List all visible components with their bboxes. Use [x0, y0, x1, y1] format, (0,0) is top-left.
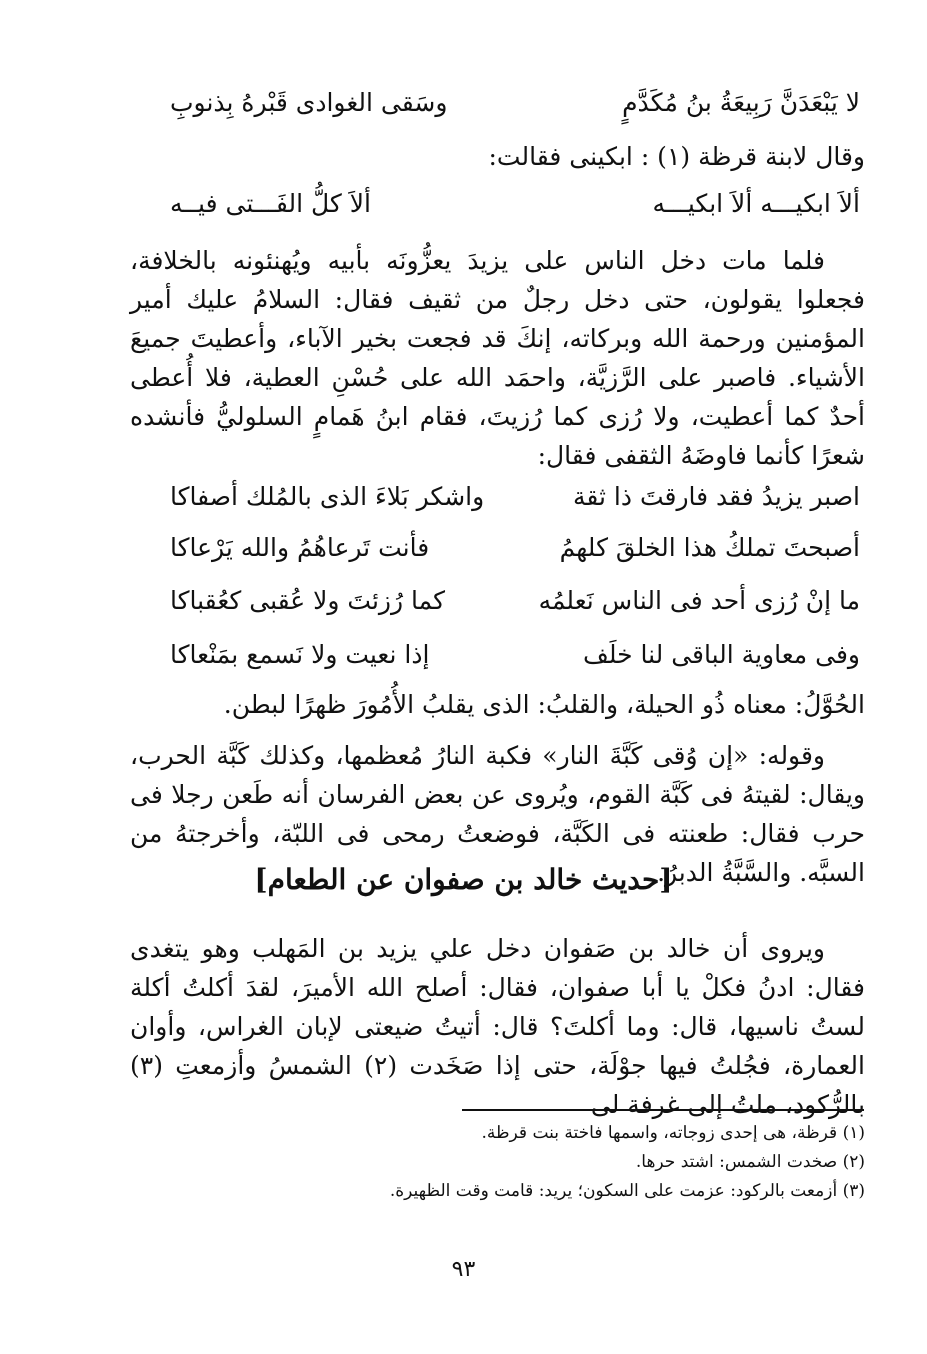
section-heading: [حديث خالد بن صفوان عن الطعام] — [254, 863, 673, 896]
verse-right-hemistich: اصبر يزيدُ فقد فارقتَ ذا ثقة — [572, 481, 860, 511]
footnote-item: (١) قرظة، هى إحدى زوجاته، واسمها فاختة بنت قرظة. — [481, 1123, 865, 1143]
verse-left-hemistich: ألاَ كلُّ الفَـــتى فيــه — [170, 188, 371, 218]
footnotes — [130, 1119, 865, 1206]
verse-right-hemistich: أصبحتَ تملكُ هذا الخلقَ كلهمُ — [559, 532, 860, 562]
gloss-line: الحُوَّلُ: معناه ذُو الحيلة، والقلبُ: الذى يقلبُ الأُمُورَ ظهرًا لبطن. — [223, 690, 865, 719]
verse-right-hemistich: ألاَ ابكيـــه ألاَ ابكيـــه — [652, 188, 860, 218]
footnote-item: (٢) صخدت الشمس: اشتد حرها. — [635, 1152, 865, 1172]
verse-right-hemistich: لا يَبْعَدَنَّ رَبِيعَةُ بنُ مُكَدَّمٍ — [622, 87, 860, 117]
speech-intro-line: وقال لابنة قرظة (١) : ابكينى فقالت: — [488, 142, 865, 171]
verse-right-hemistich: ما إنْ رُزى أحد فى الناس نَعلمُه — [538, 585, 860, 615]
paragraph-text: فلما مات دخل الناس على يزيدَ يعزُّونَه بأبيه ويُهنئونه بالخلافة، فجعلوا يقولون، حتى دخل رجلٌ من ثقيف فقال: السلامُ عليك أمير المؤمنين ورحمة الله وبركاته، إنكَ قد فجعت بخير الآباء، وأعطيتَ جميعَ الأشياء. فاصبر على الرَّزيَّة، واحمَد الله على حُسْنِ العطية، فلا أُعطى أحدٌ كما أعطيت، ولا رُزى كما رُزيتَ، فقام ابنُ هَمامٍ السلوليُّ فأنشده شعرًا كأنما فاوضَهُ الثقفى فقال: — [130, 246, 865, 470]
paragraph-khalid — [130, 929, 865, 1124]
poem-verse — [170, 476, 860, 516]
paragraph-text: وقوله: «إن وُقى كَبَّةَ النار» فكبة النارُ مُعظمها، وكذلك كَبَّة الحرب، ويقال: لقيتهُ فى كَبَّة القوم، ويُروى عن بعض الفرسان أنه طَعن رجلا فى حرب فقال: طعنته فى الكَبَّة، فوضعتُ رمحى فى اللبّة، وأخرجتهُ من السبَّه. والسَّبَّةُ الدبرُ. — [130, 741, 865, 887]
footnote-divider — [462, 1109, 864, 1111]
verse-left-hemistich: واشكر بَلاءَ الذى بالمُلك أصفاكا — [170, 481, 485, 511]
verse-line — [170, 82, 860, 122]
poem-verse — [170, 527, 860, 567]
page-number: ٩٣ — [451, 1257, 476, 1282]
paragraph-text: ويروى أن خالد بن صَفوان دخل علي يزيد بن المَهلب وهو يتغدى فقال: ادنُ فكلْ يا أبا صفوان، فقال: أصلح الله الأميرَ، لقدَ أكلتُ أكلة لستُ ناسيها، قال: وما أكلتَ؟ قال: أتيتُ ضيعتى لإبان الغراس، وأوان العمارة، فجُلتُ فيها جوْلَة، حتى إذا صَخَدت (٢) الشمسُ وأزمعتِ (٣) بالرُّكود، ملتُ إلى غرفة لى — [130, 934, 865, 1119]
poem-verse — [170, 580, 860, 620]
verse-line — [170, 183, 860, 223]
verse-left-hemistich: فأنت تَرعاهُمُ والله يَرْعاكا — [170, 532, 430, 562]
paragraph-condolence — [130, 241, 865, 475]
footnote-item: (٣) أزمعت بالركود: عزمت على السكون؛ يريد: قامت وقت الظهيرة. — [389, 1181, 865, 1201]
verse-left-hemistich: وسَقى الغوادى قَبْرهُ بِذنوبِ — [170, 87, 448, 117]
verse-right-hemistich: وفى معاوية الباقى لنا خلَف — [582, 639, 860, 669]
verse-left-hemistich: إذا نعيت ولا نَسمع بمَنْعاكا — [170, 639, 430, 669]
verse-left-hemistich: كما رُزئتَ ولا عُقبى كعُقباكا — [170, 585, 445, 615]
poem-verse — [170, 634, 860, 674]
